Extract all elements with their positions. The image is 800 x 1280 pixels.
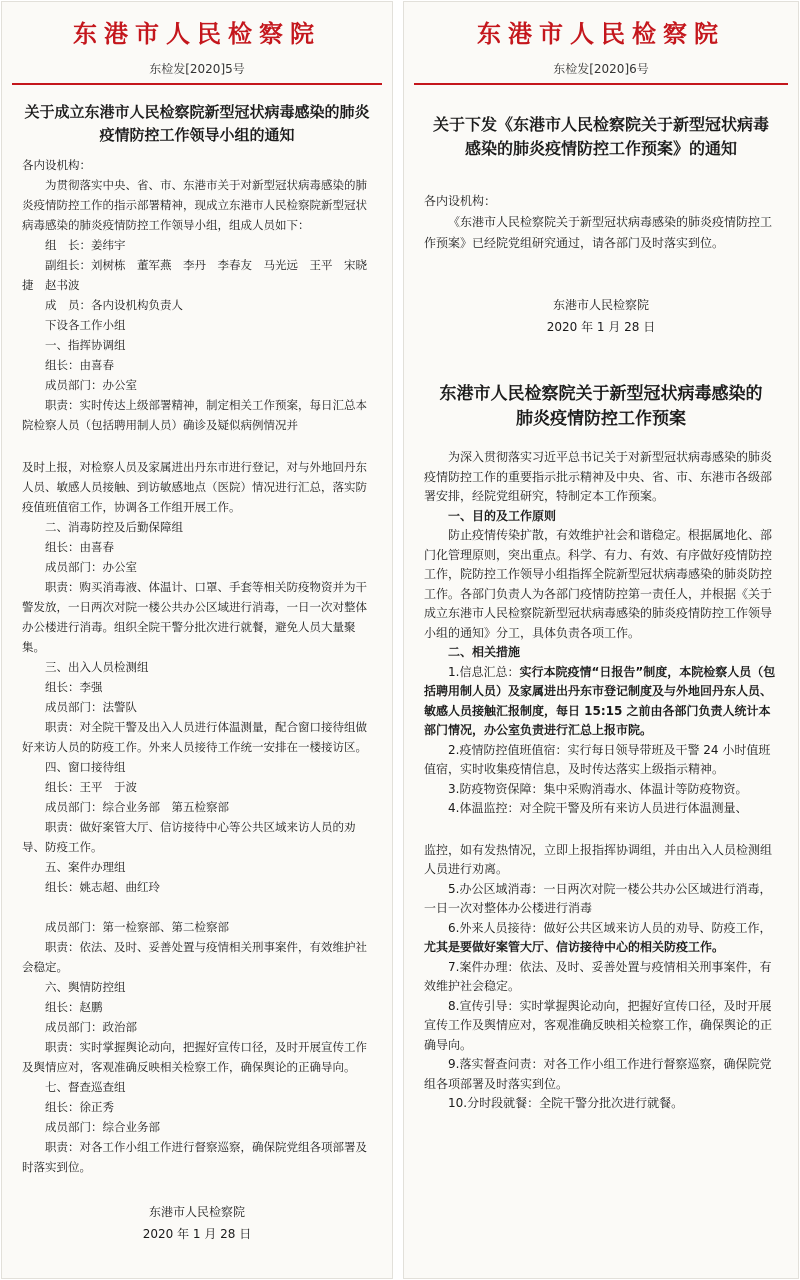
signature-date: 2020 年 1 月 28 日 xyxy=(546,320,656,334)
measure-label: 1.信息汇总： xyxy=(448,664,520,679)
red-divider xyxy=(414,83,788,85)
measure-item: 9.落实督查问责：对各工作小组工作进行督察巡察，确保院党组各项部署及时落实到位。 xyxy=(424,1057,772,1091)
document-page-left xyxy=(2,2,392,1278)
group-leader: 组长：由喜春 xyxy=(45,358,114,372)
measure-item: 2.疫情防控值班值宿：实行每日领导带班及干警 24 小时值班值宿，实时收集疫情信息，及时传达落实上级指示精神。 xyxy=(424,742,771,776)
document-title: 关于下发《东港市人民检察院关于新型冠状病毒感染的肺炎疫情防控工作预案》的通知 xyxy=(432,115,769,158)
group-name: 二、消毒防控及后勤保障组 xyxy=(45,520,183,534)
group-name: 三、出入人员检测组 xyxy=(45,660,149,674)
document-number: 东检发[2020]6号 xyxy=(553,62,649,76)
signature-org: 东港市人民检察院 xyxy=(552,298,649,312)
signature-block xyxy=(2,1201,392,1245)
signature-block xyxy=(404,294,798,338)
document-header: 东港市人民检察院 xyxy=(477,20,725,48)
spacer xyxy=(22,435,372,457)
group-leader: 组长：李强 xyxy=(45,680,103,694)
spacer xyxy=(22,897,372,917)
section-heading: 一、目的及工作原则 xyxy=(448,508,557,523)
group-name: 七、督查巡查组 xyxy=(45,1080,126,1094)
group-dept: 成员部门：法警队 xyxy=(45,700,137,714)
signature-org: 东港市人民检察院 xyxy=(148,1205,245,1219)
measure-item-emphasis: 尤其是要做好案管大厅、信访接待中心的相关防疫工作。 xyxy=(424,940,725,954)
signature-date: 2020 年 1 月 28 日 xyxy=(142,1227,252,1241)
measure-item: 5.办公区域消毒：一日两次对院一楼公共办公区域进行消毒，一日一次对整体办公楼进行消毒 xyxy=(424,881,772,915)
section-paragraph: 防止疫情传染扩散，有效维护社会和谐稳定。根据属地化、部门化管理原则，突出重点。科学、有力、有效、有序做好疫情防控工作，院防控工作领导小组指挥全院新型冠状病毒感染的肺炎防控工作。各部门负责人为各部门疫情防控第一责任人，并根据《关于成立东港市人民检察院新型冠状病毒感染的肺炎疫情防控工作领导小组的通知》分工，具体负责各项工作。 xyxy=(424,528,773,640)
group-name: 六、舆情防控组 xyxy=(45,980,126,994)
group-duty: 职责：依法、及时、妥善处置与疫情相关刑事案件，有效维护社会稳定。 xyxy=(22,940,367,974)
plan-body xyxy=(404,448,798,1114)
group-name: 一、指挥协调组 xyxy=(45,338,126,352)
intro-paragraph: 为贯彻落实中央、省、市、东港市关于对新型冠状病毒感染的肺炎疫情防控工作的指示部署精神，现成立东港市人民检察院新型冠状病毒感染的肺炎疫情防控工作领导小组，组成人员如下： xyxy=(22,178,367,232)
document-header: 东港市人民检察院 xyxy=(73,20,321,48)
document-page-right xyxy=(404,2,798,1278)
document-title: 关于成立东港市人民检察院新型冠状病毒感染的肺炎疫情防控工作领导小组的通知 xyxy=(24,103,370,144)
group-leader: 组长：徐正秀 xyxy=(45,1100,114,1114)
notice-paragraph: 《东港市人民检察院关于新型冠状病毒感染的肺炎疫情防控工作预案》已经院党组研究通过，请各部门及时落实到位。 xyxy=(424,215,773,250)
salutation: 各内设机构： xyxy=(22,158,91,172)
group-duty: 职责：实时掌握舆论动向，把握好宣传口径，及时开展宣传工作及舆情应对，客观准确反映相关检察工作，确保舆论的正确导向。 xyxy=(22,1040,367,1074)
spacer xyxy=(424,819,778,841)
group-dept: 成员部门：第一检察部、第二检察部 xyxy=(45,920,229,934)
measure-item: 3.防疫物资保障：集中采购消毒水、体温计等防疫物资。 xyxy=(448,781,748,796)
measure-item: 4.体温监控：对全院干警及所有来访人员进行体温测量、 xyxy=(448,801,748,815)
group-dept: 成员部门：政治部 xyxy=(45,1020,137,1034)
group-leader: 组长：赵鹏 xyxy=(45,1000,103,1014)
salutation: 各内设机构： xyxy=(424,194,497,208)
measure-item: 6.外来人员接待：做好公共区域来访人员的劝导、防疫工作， xyxy=(448,920,772,935)
group-dept: 成员部门：综合业务部 第五检察部 xyxy=(45,800,229,814)
document-body xyxy=(2,155,392,1177)
group-name: 四、窗口接待组 xyxy=(45,760,126,774)
group-dept: 成员部门：办公室 xyxy=(45,378,137,392)
document-number: 东检发[2020]5号 xyxy=(149,62,245,76)
group-duty: 职责：对各工作小组工作进行督察巡察，确保院党组各项部署及时落实到位。 xyxy=(22,1140,367,1174)
measure-item-continued: 监控，如有发热情况，立即上报指挥协调组，并由出入人员检测组人员进行劝离。 xyxy=(424,842,773,876)
group-duty: 职责：实时传达上级部署精神，制定相关工作预案，每日汇总本院检察人员（包括聘用制人员）确诊及疑似病例情况并 xyxy=(22,398,367,432)
group-name: 五、案件办理组 xyxy=(45,860,126,874)
group-leader: 组长：王平 于波 xyxy=(45,780,137,794)
red-divider xyxy=(12,83,382,85)
subgroups-intro: 下设各工作小组 xyxy=(45,318,126,332)
measure-text: 实行本院疫情“日报告”制度，本院检察人员（包括聘用制人员）及家属进出丹东市登记制度及与外地回丹东人员、敏感人员接触汇报制度，每日 15:15 之前由各部门负责人统计本部门情况，办公室负责进行汇总上报市院。 xyxy=(424,664,776,737)
measure-item xyxy=(424,663,778,741)
members-line: 成 员：各内设机构负责人 xyxy=(45,298,183,312)
group-dept: 成员部门：综合业务部 xyxy=(45,1120,160,1134)
measure-item: 10.分时段就餐：全院干警分批次进行就餐。 xyxy=(448,1096,684,1110)
group-duty-continued: 及时上报，对检察人员及家属进出丹东市进行登记，对与外地回丹东人员、敏感人员接触、到访敏感地点（医院）情况进行汇总，落实防疫值班值宿工作，协调各工作组开展工作。 xyxy=(22,460,367,514)
notice-body xyxy=(404,191,798,254)
leader-line: 组 长：姜纬宇 xyxy=(45,238,126,252)
group-leader: 组长：由喜春 xyxy=(45,540,114,554)
vice-leaders-line: 副组长：刘树栋 董军燕 李丹 李春友 马光远 王平 宋晓捷 赵书波 xyxy=(22,258,367,292)
group-duty: 职责：购买消毒液、体温计、口罩、手套等相关防疫物资并为干警发放，一日两次对院一楼公共办公区域进行消毒，一日一次对整体办公楼进行消毒。组织全院干警分批次进行就餐，避免人员大量聚集。 xyxy=(22,580,367,654)
group-duty: 职责：对全院干警及出入人员进行体温测量，配合窗口接待组做好来访人员的防疫工作。外来人员接待工作统一安排在一楼接访区。 xyxy=(22,720,367,754)
measure-item: 8.宣传引导：实时掌握舆论动向，把握好宣传口径，及时开展宣传工作及舆情应对，客观准确反映相关检察工作，确保舆论的正确导向。 xyxy=(424,998,773,1052)
measure-item: 7.案件办理：依法、及时、妥善处置与疫情相关刑事案件，有效维护社会稳定。 xyxy=(424,959,772,993)
group-duty: 职责：做好案管大厅、信访接待中心等公共区域来访人员的劝导、防疫工作。 xyxy=(22,820,356,854)
group-leader: 组长：姚志超、曲红玲 xyxy=(45,880,160,894)
section-heading: 二、相关措施 xyxy=(448,645,521,659)
plan-intro: 为深入贯彻落实习近平总书记关于对新型冠状病毒感染的肺炎疫情防控工作的重要指示批示精神及中央、省、市、东港市各级部署安排，经院党组研究，特制定本工作预案。 xyxy=(424,450,773,503)
group-dept: 成员部门：办公室 xyxy=(45,560,137,574)
plan-title: 东港市人民检察院关于新型冠状病毒感染的肺炎疫情防控工作预案 xyxy=(439,384,763,429)
